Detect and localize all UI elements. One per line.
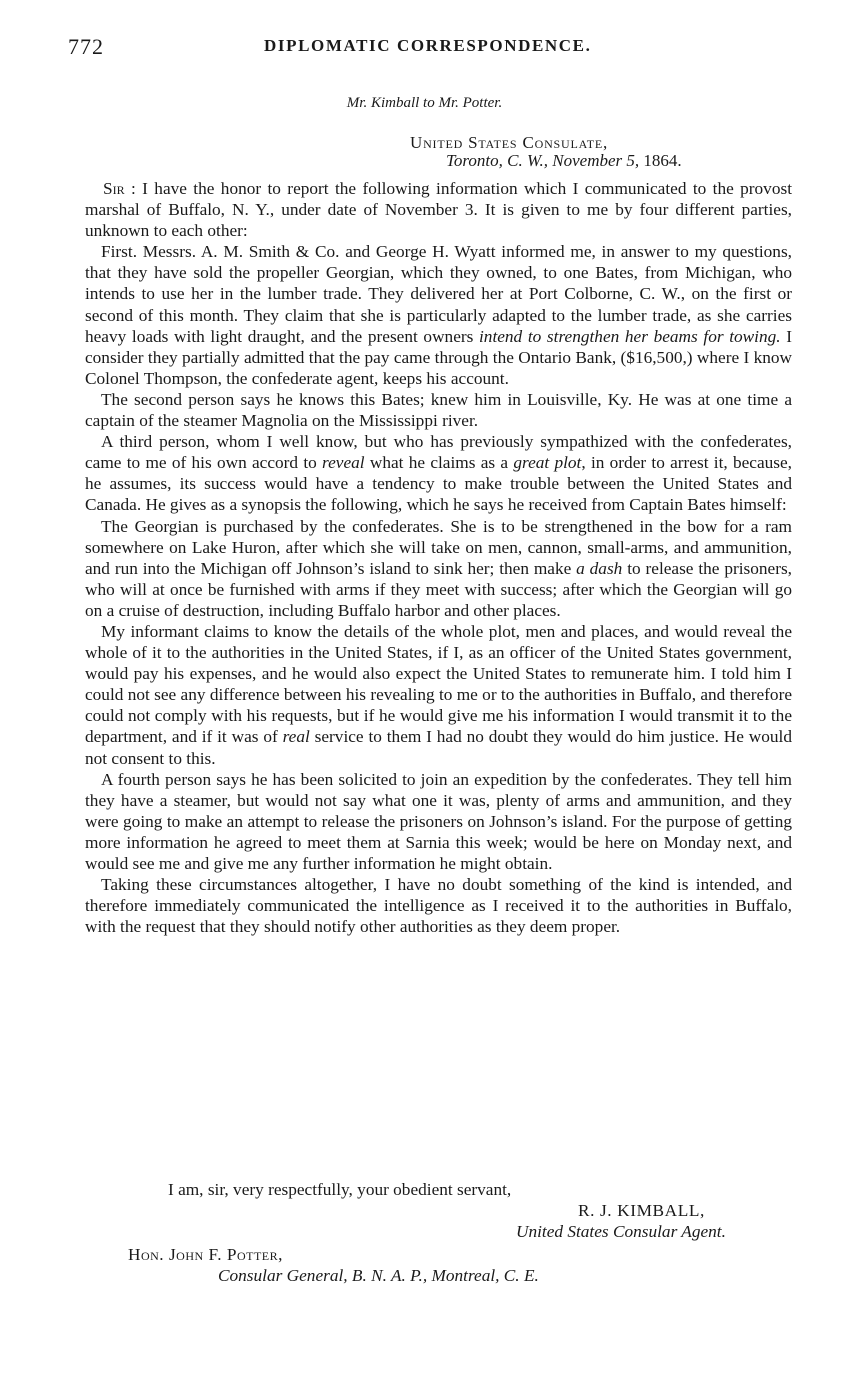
paragraph-text: I consider they partially admitted that the pay came through the Ontario Bank, ($16,500,) where I know Colonel Thompson, the confederate agent, keeps his account. [85,326,792,388]
letter-year: 1864. [643,151,682,170]
paragraph-synopsis [85,516,792,621]
paragraph-text: what he claims as a [364,453,514,473]
running-head: DIPLOMATIC CORRESPONDENCE. [264,36,592,55]
signer-name: R. J. KIMBALL, [578,1201,705,1220]
letter-title: Mr. Kimball to Mr. Potter. [346,95,503,111]
paragraph-text: My informant claims to know the details of the whole plot, men and places, and would reveal the whole of it to the authorities in the United States, if I, as an officer of the United States government, would pay his expenses, and he would also expect the United States to remunerate him. I told him I could not see any difference between his revealing to me or to the authorities in Buffalo, and therefore could not comply with his requests, but if he would give me his information I would transmit it to the department, and if it was of [85,621,792,747]
letter-body [85,178,792,937]
addressee-name: Hon. John F. Potter, [128,1245,283,1264]
paragraph-third-source [85,431,792,515]
paragraph-first-source [85,241,792,389]
italic-phrase: great plot [513,453,582,473]
paragraph-text: A third person, whom I well know, but who has previously sympathized with the confederates, came to me of his own accord to [85,432,792,473]
paragraph-text: Taking these circumstances altogether, I have no doubt something of the kind is intended, and therefore immediately communicated the intelligence as I received it to the authorities in Buffalo, with the request that they should notify other authorities as they deem proper. [85,875,792,937]
paragraph-text: I have the honor to report the following information which I communicated to the provost marshal of Buffalo, N. Y., under date of November 3. It is given to me by four different parties, unknown to each other: [85,179,792,241]
paragraph-text: , in order to arrest it, because, he assumes, its success would have a tendency to make trouble between the United States and Canada. He gives as a synopsis the following, which he says he received from Captain Bates himself: [85,453,792,515]
paragraph-text: The second person says he knows this Bates; knew him in Louisville, Ky. He was at one time a captain of the steamer Magnolia on the Mississippi river. [85,389,792,431]
italic-phrase: a dash [576,558,623,578]
place-date-text: Toronto, C. W., November 5, [446,151,640,170]
paragraph-text: The Georgian is purchased by the confederates. She is to be strengthened in the bow for a ram somewhere on Lake Huron, after which she will take on men, cannon, small-arms, and ammunition, and run into the Michigan off Johnson’s island to sink her; then make [85,516,792,578]
paragraph-second-source [85,389,792,431]
paragraph-text: First. Messrs. A. M. Smith & Co. and George H. Wyatt informed me, in answer to my questions, that they have sold the propeller Georgian, which they owned, to one Bates, from Michigan, who intends to use her in the lumber trade. They delivered her at Port Colborne, C. W., on the first or second of this month. They claim that she is particularly adapted to the lumber trade, as she carries heavy loads with light draught, and the present owners [85,242,792,346]
page-header [0,34,849,60]
salutation: Sir : [103,179,136,198]
paragraph-informant [85,621,792,769]
paragraph-text: service to them I had no doubt they would do him justice. He would not consent to this. [85,727,793,768]
paragraph-fourth-source [85,769,792,874]
addressee-title-text: Consular General, B. N. A. P., Montreal, C. E. [218,1266,539,1285]
closing-text: I am, sir, very respectfully, your obedient servant, [168,1180,512,1199]
italic-phrase: reveal [322,453,365,473]
letter-place-date [446,151,682,171]
page-number: 772 [68,34,104,59]
sender-office: United States Consulate, [410,133,609,152]
signer-title-text: United States Consular Agent. [516,1222,726,1241]
paragraph-text: to release the prisoners, who will at once be furnished with arms if they meet with success; after which the Georgian will go on a cruise of destruction, including Buffalo harbor and other places. [85,558,793,620]
paragraph-text: A fourth person says he has been solicited to join an expedition by the confederates. They tell him they have a steamer, but would not say what one it was, plenty of arms and ammunition, and they were going to make an attempt to release the prisoners on Johnson’s island. For the purpose of getting more information he agreed to meet them at Sarnia this week; would be here on Monday next, and would see me and give me any further information he might obtain. [85,769,792,873]
paragraph-conclusion [85,874,792,937]
italic-phrase: real [282,727,310,747]
paragraph-intro [85,178,792,241]
italic-phrase: intend to strengthen her beams for towing. [479,326,781,346]
